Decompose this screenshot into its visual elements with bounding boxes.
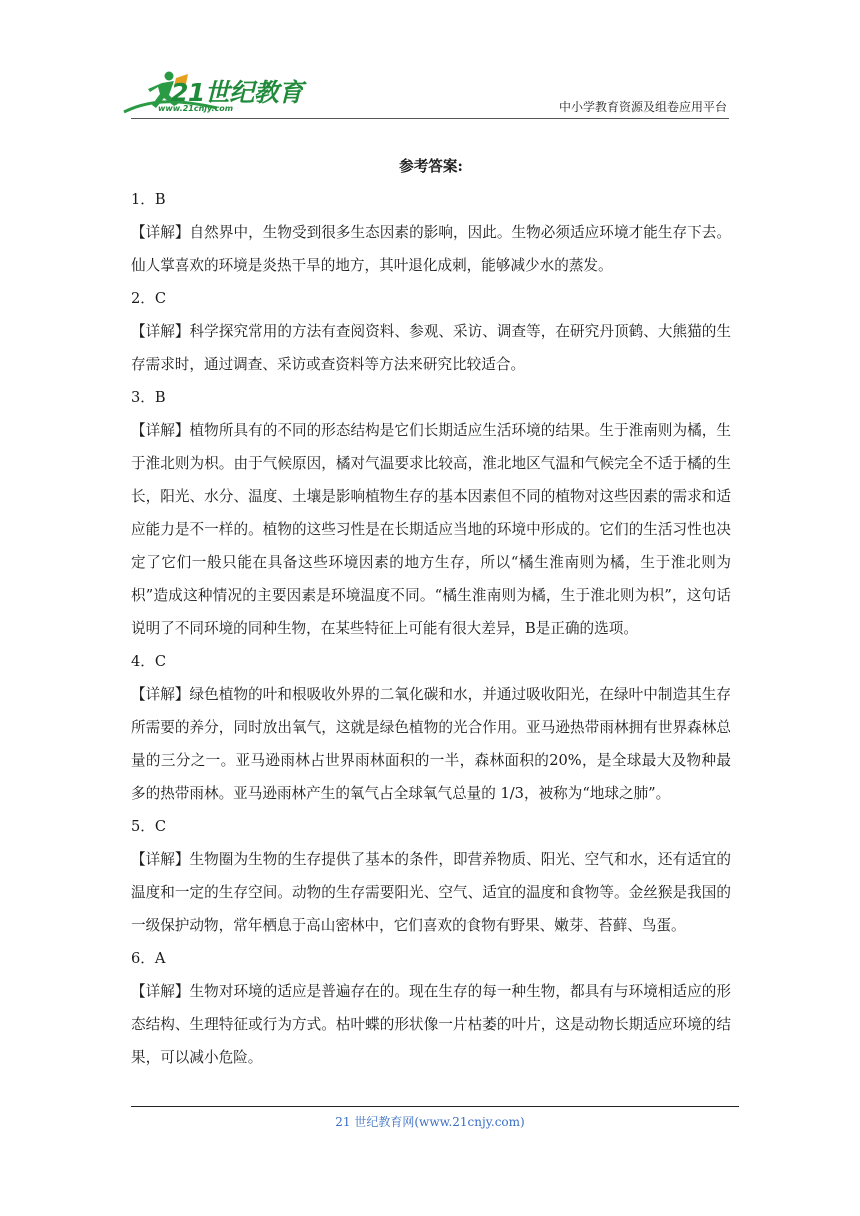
detail-tag: 【详解】 [131,686,190,703]
answer-item [131,183,731,282]
answer-number: 2．C [131,290,167,307]
answer-number: 6．A [131,950,166,967]
answer-detail [131,315,731,381]
answer-detail [131,216,731,282]
answer-item [131,942,731,1074]
answer-detail [131,975,731,1074]
page-header [0,0,860,125]
answer-number: 4．C [131,653,167,670]
answer-item [131,381,731,645]
detail-tag: 【详解】 [131,983,190,1000]
answer-number: 3．B [131,389,166,406]
answer-detail [131,414,731,645]
answer-item [131,282,731,381]
logo-text: 21世纪教育 [171,78,303,107]
answer-content [131,150,731,1074]
footer-link[interactable]: 21 世纪教育网(www.21cnjy.com) [335,1115,525,1129]
answer-detail [131,843,731,942]
detail-text: 植物所具有的不同的形态结构是它们长期适应生活环境的结果。生于淮南则为橘，生于淮北则为枳。由于气候原因，橘对气温要求比较高，淮北地区气温和气候完全不适于橘的生长，阳光、水分、温度、土壤是影响植物生存的基本因素但不同的植物对这些因素的需求和适应能力是不一样的。植物的这些习性是在长期适应当地的环境中形成的。它们的生活习性也决定了它们一般只能在具备这些环境因素的地方生存，所以“橘生淮南则为橘，生于淮北则为枳”造成这种情况的主要因素是环境温度不同。“橘生淮南则为橘，生于淮北则为枳”，这句话说明了不同环境的同种生物，在某些特征上可能有很大差异，B是正确的选项。 [131,422,731,637]
answer-number: 1．B [131,191,166,208]
detail-text: 绿色植物的叶和根吸收外界的二氧化碳和水，并通过吸收阳光，在绿叶中制造其生存所需要的养分，同时放出氧气，这就是绿色植物的光合作用。亚马逊热带雨林拥有世界森林总量的三分之一。亚马逊雨林占世界雨林面积的一半，森林面积的20%，是全球最大及物种最多的热带雨林。亚马逊雨林产生的氧气占全球氧气总量的 1/3，被称为“地球之肺”。 [131,686,731,802]
answer-item [131,810,731,942]
detail-text: 生物对环境的适应是普遍存在的。现在生存的每一种生物，都具有与环境相适应的形态结构、生理特征或行为方式。枯叶蝶的形状像一片枯萎的叶片，这是动物长期适应环境的结果，可以减小危险。 [131,983,731,1066]
page-title: 参考答案: [399,158,463,175]
detail-tag: 【详解】 [131,851,190,868]
detail-text: 科学探究常用的方法有查阅资料、参观、采访、调查等，在研究丹顶鹤、大熊猫的生存需求时，通过调查、采访或查资料等方法来研究比较适合。 [131,323,731,373]
detail-text: 自然界中，生物受到很多生态因素的影响，因此。生物必须适应环境才能生存下去。仙人掌喜欢的环境是炎热干旱的地方，其叶退化成刺，能够减少水的蒸发。 [131,224,731,274]
answer-detail [131,678,731,810]
detail-tag: 【详解】 [131,224,190,241]
detail-tag: 【详解】 [131,422,190,439]
footer-divider [131,1106,739,1107]
header-platform-text: 中小学教育资源及组卷应用平台 [558,100,727,114]
answer-item [131,645,731,810]
header-divider [131,118,729,119]
logo-url: www.21cnjy.com [158,104,234,113]
answer-number: 5．C [131,818,167,835]
detail-text: 生物圈为生物的生存提供了基本的条件，即营养物质、阳光、空气和水，还有适宜的温度和一定的生存空间。动物的生存需要阳光、空气、适宜的温度和食物等。金丝猴是我国的一级保护动物，常年栖息于高山密林中，它们喜欢的食物有野果、嫩芽、苔藓、鸟蛋。 [131,851,731,934]
detail-tag: 【详解】 [131,323,190,340]
